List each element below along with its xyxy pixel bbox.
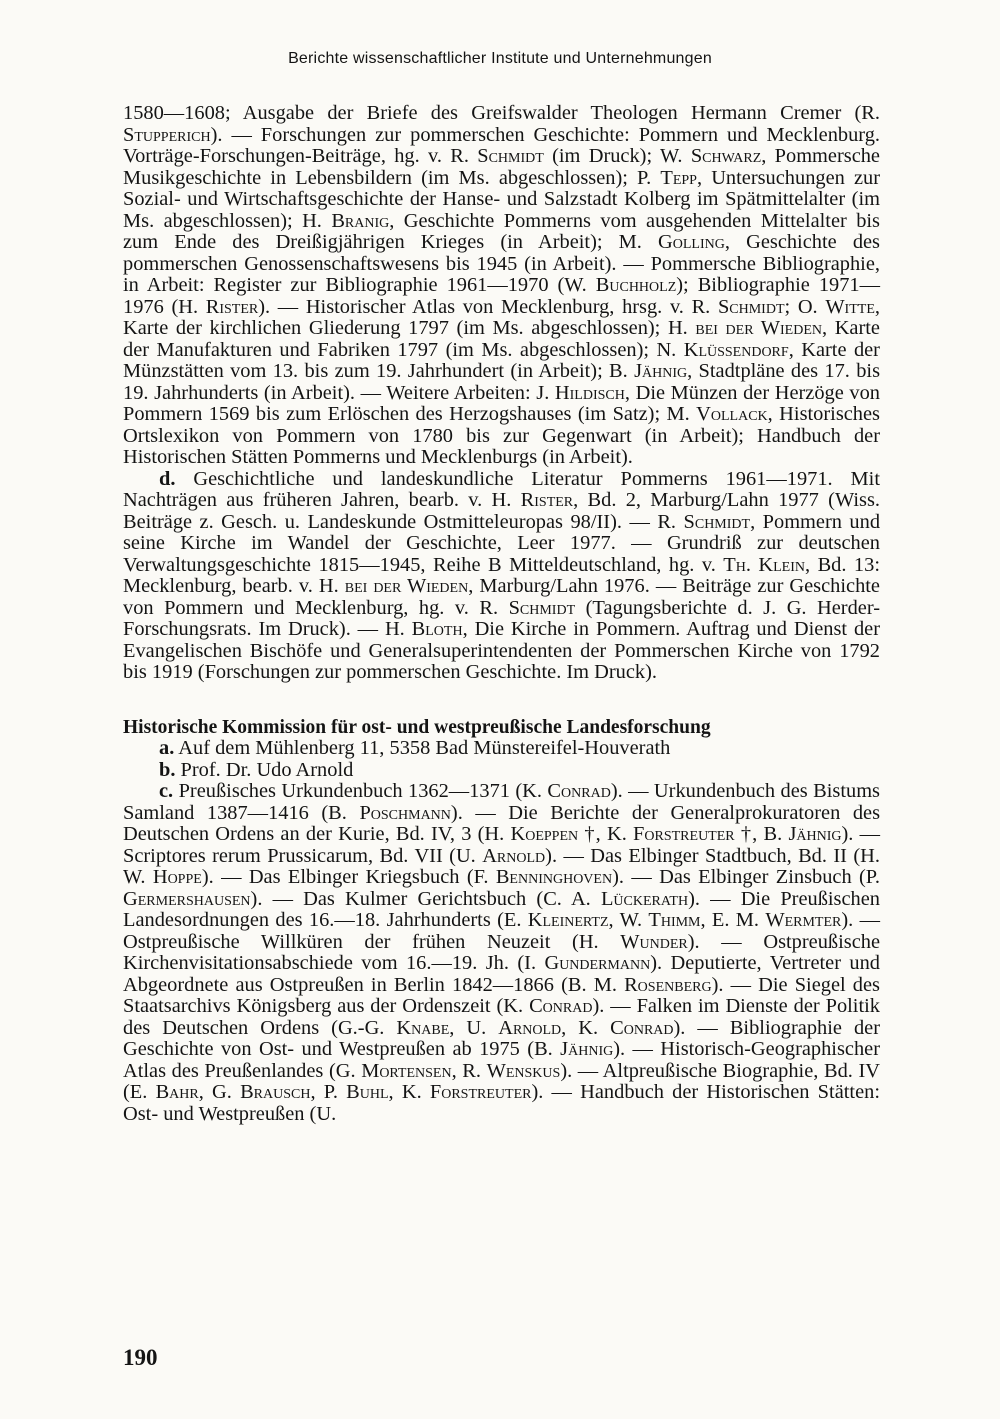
paragraph-b: b. Prof. Dr. Udo Arnold <box>159 758 354 781</box>
paragraph-d: d. Geschichtliche und landeskundliche Literatur Pommerns 1961—1971. Mit Nachträgen aus früheren Jahren, bearb. v. H. Rister, Bd. 2, Marburg/Lahn 1977 (Wiss. Beiträge z. Gesch. u. Landeskunde Ostmitteleuropas 98/II). — R. Schmidt, Pommern und seine Kirche im Wandel der Geschichte, Leer 1977. — Grundriß zur deutschen Verwaltungsgeschichte 1815—1945, Reihe B Mitteldeutschland, hg. v. Th. Klein, Bd. 13: Mecklenburg, bearb. v. H. bei der Wieden, Marburg/Lahn 1976. — Beiträge zur Geschichte von Pommern und Mecklenburg, hg. v. R. Schmidt (Tagungsberichte d. J. G. Herder-Forschungsrats. Im Druck). — H. Bloth, Die Kirche in Pommern. Auftrag und Dienst der Evangelischen Bischöfe und Generalsuperintendenten der Pommerschen Kirche von 1792 bis 1919 (Forschungen zur pommerschen Geschichte. Im Druck). <box>123 467 881 683</box>
paragraph-c: c. Preußisches Urkundenbuch 1362—1371 (K. Conrad). — Urkundenbuch des Bistums Samland 1387—1416 (B. Poschmann). — Die Berichte der Generalprokuratoren des Deutschen Ordens an der Kurie, Bd. IV, 3 (H. Koeppen †, K. Forstreuter †, B. Jähnig). — Scriptores rerum Prussicarum, Bd. VII (U. Arnold). — Das Elbinger Stadtbuch, Bd. II (H. W. Hoppe). — Das Elbinger Kriegsbuch (F. Benninghoven). — Das Elbinger Zinsbuch (P. Germershausen). — Das Kulmer Gerichtsbuch (C. A. Lückerath). — Die Preußischen Landesordnungen des 16.—18. Jahrhunderts (E. Kleinertz, W. Thimm, E. M. Wermter). — Ostpreußische Willküren der frühen Neuzeit (H. Wunder). — Ostpreußische Kirchenvisitationsabschiede vom 16.—19. Jh. (I. Gundermann). Deputierte, Vertreter und Abgeordnete aus Ostpreußen in Berlin 1842—1866 (B. M. Rosenberg). — Die Siegel des Staatsarchivs Königsberg aus der Ordenszeit (K. Conrad). — Falken im Dienste der Politik des Deutschen Ordens (G.-G. Knabe, U. Arnold, K. Conrad). — Bibliographie der Geschichte von Ost- und Westpreußen ab 1975 (B. Jähnig). — Historisch-Geographischer Atlas des Preußenlandes (G. Mortensen, R. Wenskus). — Altpreußische Biographie, Bd. IV (E. Bahr, G. Brausch, P. Buhl, K. Forstreuter). — Handbuch der Historischen Stätten: Ost- und Westpreußen (U. <box>123 780 880 1125</box>
paragraph-c-continued: 1580—1608; Ausgabe der Briefe des Greifswalder Theologen Hermann Cremer (R. Stupperich). — Forschungen zur pommerschen Geschichte: Pommern und Mecklenburg. Vorträge-Forschungen-Beiträge, hg. v. R. Schmidt (im Druck); W. Schwarz, Pommersche Musikgeschichte in Lebensbildern (im Ms. abgeschlossen); P. Tepp, Untersuchungen zur Sozial- und Wirtschaftsgeschichte der Hanse- und Salzstadt Kolberg im Spätmittelalter (im Ms. abgeschlossen); H. Branig, Geschichte Pommerns vom ausgehenden Mittelalter bis zum Ende des Dreißigjährigen Krieges (in Arbeit); M. Golling, Geschichte des pommerschen Genossenschaftswesens bis 1945 (in Arbeit). — Pommersche Bibliographie, in Arbeit: Register zur Bibliographie 1961—1970 (W. Buchholz); Bibliographie 1971—1976 (H. Rister). — Historischer Atlas von Mecklenburg, hrsg. v. R. Schmidt; O. Witte, Karte der kirchlichen Gliederung 1797 (im Ms. abgeschlossen); H. bei der Wieden, Karte der Manufakturen und Fabriken 1797 (im Ms. abgeschlossen); N. Klüssendorf, Karte der Münzstätten vom 13. bis zum 19. Jahrhundert (in Arbeit); B. Jähnig, Stadtpläne des 17. bis 19. Jahrhunderts (in Arbeit). — Weitere Arbeiten: J. Hildisch, Die Münzen der Herzöge von Pommern 1569 bis zum Erlöschen des Herzogshauses (im Satz); M. Vollack, Historisches Ortslexikon von Pommern von 1780 bis zur Gegenwart (in Arbeit); Handbuch der Historischen Stätten Pommerns und Mecklenburgs (in Arbeit). <box>123 102 881 468</box>
paragraph-a: a. Auf dem Mühlenberg 11, 5358 Bad Münstereifel-Houverath <box>159 737 671 759</box>
running-head: Berichte wissenschaftlicher Institute und Unternehmungen <box>288 50 712 67</box>
section-heading: Historische Kommission für ost- und westpreußische Landesforschung <box>123 716 711 738</box>
body-text <box>123 103 880 1125</box>
section-gap <box>123 684 880 717</box>
page-number: 190 <box>123 1345 158 1370</box>
